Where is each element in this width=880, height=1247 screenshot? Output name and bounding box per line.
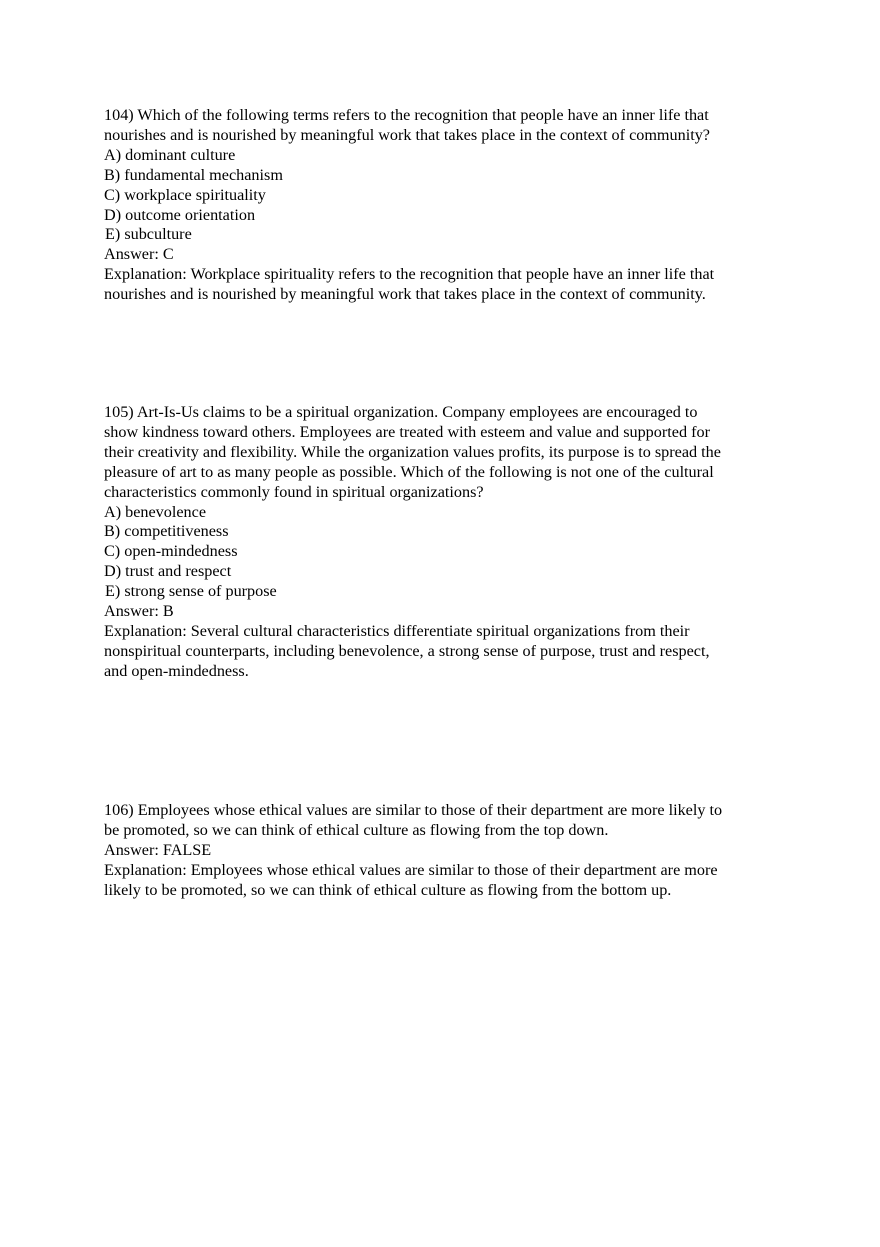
question-stem-line: 104) Which of the following terms refers to the recognition that people have an inner life that (104, 106, 709, 124)
explanation-line: likely to be promoted, so we can think of ethical culture as flowing from the bottom up. (104, 880, 672, 899)
question-104 (104, 106, 776, 305)
answer-option-e: E) subculture (105, 225, 192, 244)
question-stem-line: 105) Art-Is-Us claims to be a spiritual organization. Company employees are encouraged to (104, 403, 698, 421)
answer-key: Answer: FALSE (104, 840, 212, 859)
answer-option-b: B) competitiveness (104, 522, 229, 541)
explanation-line: nonspiritual counterparts, including benevolence, a strong sense of purpose, trust and respect, (104, 641, 710, 660)
question-stem-line: 106) Employees whose ethical values are similar to those of their department are more likely to (104, 801, 723, 819)
explanation-line: Explanation: Workplace spirituality refers to the recognition that people have an inner life that (104, 265, 715, 284)
answer-key: Answer: C (104, 245, 174, 264)
question-106 (104, 801, 776, 901)
question-stem-line: characteristics commonly found in spiritual organizations? (104, 482, 484, 501)
answer-option-b: B) fundamental mechanism (104, 165, 283, 184)
question-105 (104, 403, 776, 682)
answer-option-e: E) strong sense of purpose (105, 582, 277, 601)
answer-option-a: A) benevolence (104, 502, 207, 521)
explanation-line: and open-mindedness. (104, 661, 249, 680)
question-stem-line: be promoted, so we can think of ethical culture as flowing from the top down. (104, 820, 609, 839)
question-stem-line: nourishes and is nourished by meaningful work that takes place in the context of community? (104, 125, 710, 144)
question-stem-line: pleasure of art to as many people as possible. Which of the following is not one of the cultural (104, 462, 714, 481)
answer-option-d: D) outcome orientation (104, 205, 256, 224)
answer-option-c: C) open-mindedness (104, 542, 238, 561)
answer-key: Answer: B (104, 602, 174, 621)
answer-option-a: A) dominant culture (104, 145, 236, 164)
question-stem-line: their creativity and flexibility. While the organization values profits, its purpose is to spread the (104, 442, 721, 461)
answer-option-d: D) trust and respect (104, 562, 232, 581)
explanation-line: nourishes and is nourished by meaningful work that takes place in the context of community. (104, 285, 706, 304)
explanation-line: Explanation: Several cultural characteristics differentiate spiritual organizations from their (104, 621, 690, 640)
answer-option-c: C) workplace spirituality (104, 185, 266, 204)
question-stem-line: show kindness toward others. Employees are treated with esteem and value and supported for (104, 422, 710, 441)
explanation-line: Explanation: Employees whose ethical values are similar to those of their department are more (104, 860, 718, 879)
